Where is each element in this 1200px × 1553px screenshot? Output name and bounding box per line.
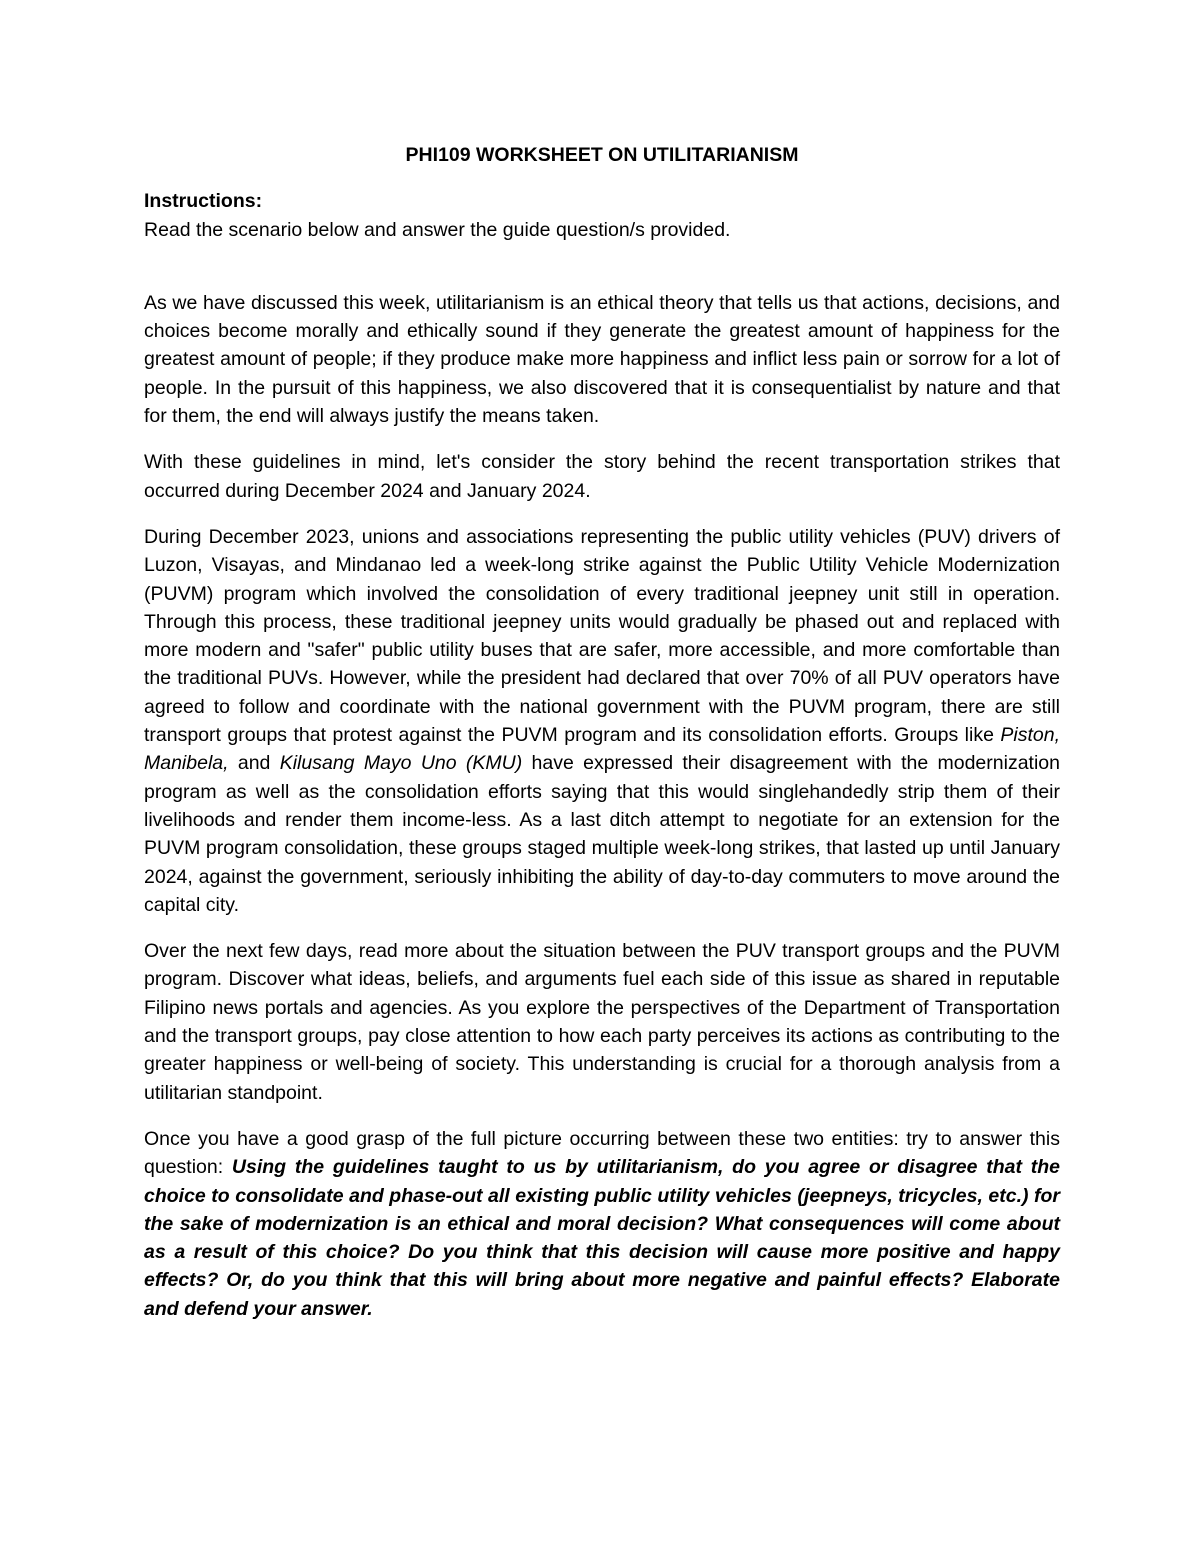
strike-paragraph xyxy=(144,523,1060,919)
guidelines-paragraph: With these guidelines in mind, let's consider the story behind the recent transportation strikes that occurred during December 2024 and January 2024. xyxy=(144,451,1060,502)
question-intro: Once you have a good grasp of the full picture occurring between these two entities: try to answer this question: xyxy=(144,1127,1060,1179)
group-names-2: Kilusang Mayo Uno (KMU) xyxy=(279,752,523,775)
guide-question: Using the guidelines taught to us by utilitarianism, do you agree or disagree that the choice to consolidate and phase-out all existing public utility vehicles (jeepneys, tricycles, etc.) for the sake of modernization is an ethical and moral decision? What consequences will come about as a result of this choice? Do you think that this decision will cause more positive and happy effects? Or, do you think that this will bring about more negative and painful effects? Elaborate and defend your answer. xyxy=(144,1156,1060,1320)
instructions-text: Read the scenario below and answer the guide question/s provided. xyxy=(144,218,731,241)
research-paragraph: Over the next few days, read more about the situation between the PUV transport groups and the PUVM program. Discover what ideas, beliefs, and arguments fuel each side of this issue as shared in reputable Filipino news portals and agencies. As you explore the perspectives of the Department of Transportation and the transport groups, pay close attention to how each party perceives its actions as contributing to the greater happiness or well-being of society. This understanding is crucial for a thorough analysis from a utilitarian standpoint. xyxy=(144,940,1060,1104)
question-paragraph xyxy=(144,1125,1060,1323)
strike-text-part3: have expressed their disagreement with the modernization program as well as the consolidation efforts saying that this would singlehandedly strip them of their livelihoods and render them income-less. As a last ditch attempt to negotiate for an extension for the PUVM program consolidation, these groups staged multiple week-long strikes, that lasted up until January 2024, against the government, seriously inhibiting the ability of day-to-day commuters to move around the capital city. xyxy=(144,752,1060,916)
utilitarianism-paragraph: As we have discussed this week, utilitarianism is an ethical theory that tells us that actions, decisions, and choices become morally and ethically sound if they generate the greatest amount of happiness for the greatest amount of people; if they produce make more happiness and inflict less pain or sorrow for a lot of people. In the pursuit of this happiness, we also discovered that it is consequentialist by nature and that for them, the end will always justify the means taken. xyxy=(144,291,1060,428)
instructions-heading: Instructions: xyxy=(144,190,263,213)
worksheet-page xyxy=(144,141,1060,1323)
page-title: PHI109 WORKSHEET ON UTILITARIANISM xyxy=(405,144,799,166)
strike-text-part2: and xyxy=(228,752,280,775)
group-names-1: Piston, Manibela, xyxy=(144,724,1060,775)
strike-text-part1: During December 2023, unions and associations representing the public utility vehicles (PUV) drivers of Luzon, Visayas, and Mindanao led a week-long strike against the Public Utility Vehicle Modernization (PUVM) program which involved the consolidation of every traditional jeepney unit still in operation. Through this process, these traditional jeepney units would gradually be phased out and replaced with more modern and "safer" public utility buses that are safer, more accessible, and more comfortable than the traditional PUVs. However, while the president had declared that over 70% of all PUV operators have agreed to follow and coordinate with the national government with the PUVM program, there are still transport groups that protest against the PUVM program and its consolidation efforts. Groups like xyxy=(144,525,1060,747)
